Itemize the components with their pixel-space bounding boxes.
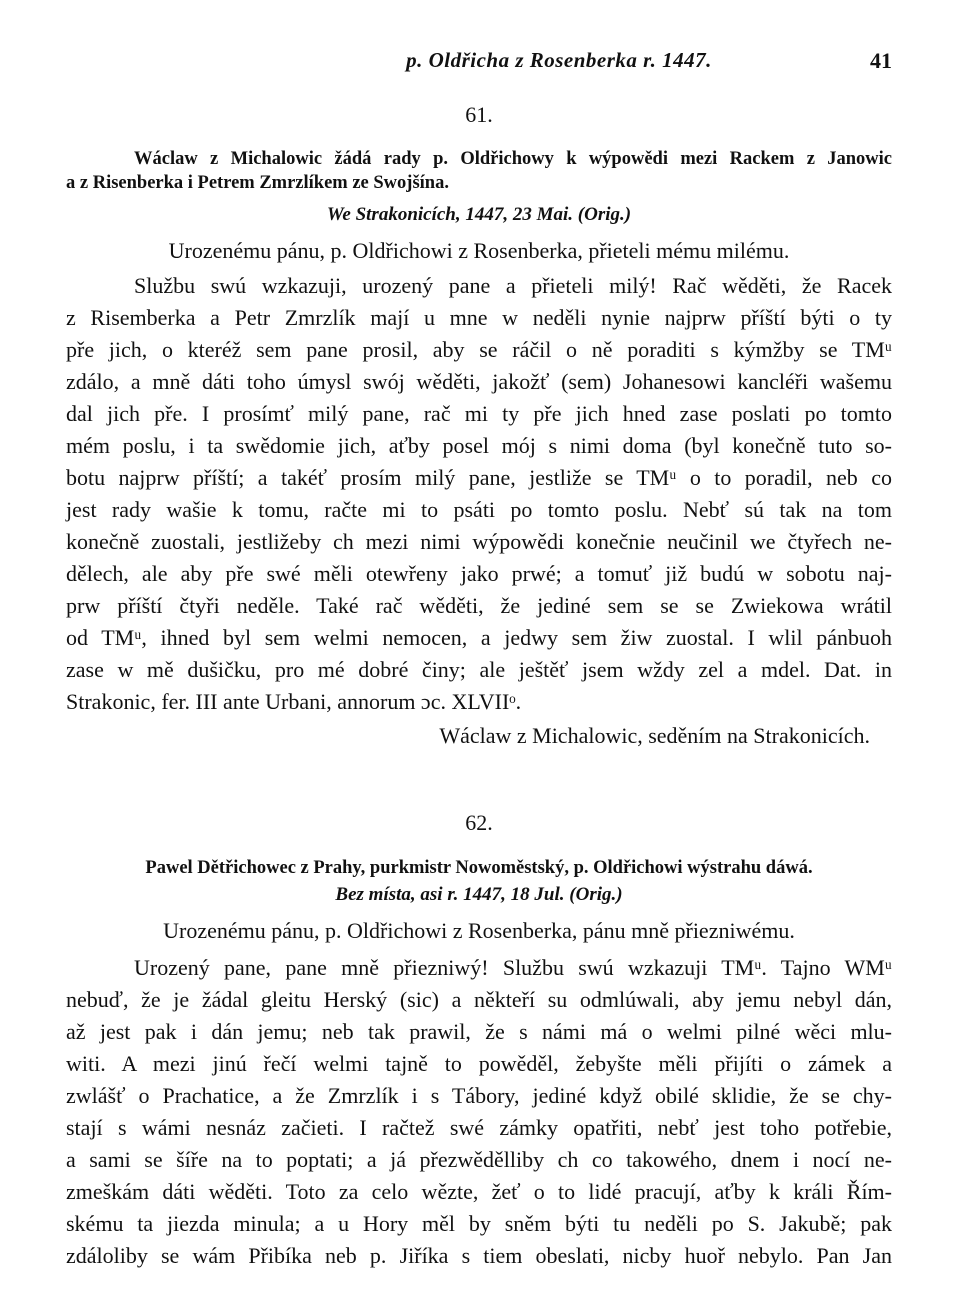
letter-signature: Wáclaw z Michalowic, seděním na Strakonicích. bbox=[439, 723, 870, 748]
summary-line: Wáclaw z Michalowic žádá rady p. Oldřichowy k wýpowědi mezi Rackem z Janowic bbox=[134, 149, 892, 169]
address-line: Urozenému pánu, p. Oldřichowi z Rosenberka, přieteli mému milému. bbox=[168, 238, 790, 263]
body-line: prw příští čtyři neděle. Také rač wěděti, že jediné sem se se Zwiekowa wrátil bbox=[66, 593, 892, 618]
body-line: zase w mě dušičku, pro mé dobré činy; ale ještěť jsem wždy zel a mdel. Dat. in bbox=[66, 657, 892, 682]
body-line: zwlášť o Prachatice, a že Zmrzlík i s Tábory, jediné když obilé sklidie, že se chy- bbox=[66, 1083, 892, 1108]
body-line: witi. A mezi jinú řečí welmi tajně to powěděl, žebyšte měli přijíti o zámek a bbox=[66, 1051, 892, 1076]
body-line: zdálo, a mně dáti toho úmysl swój wěděti, jakožť (sem) Johanesowi kancléři wašemu bbox=[66, 369, 892, 394]
dateline: We Strakonicích, 1447, 23 Mai. (Orig.) bbox=[326, 204, 632, 225]
body-line: stají s wámi nesnáz začieti. I račtež swé zámky opatřiti, nebť jest toho potřebie, bbox=[66, 1115, 892, 1140]
body-line: a sami se šíře na to poptati; a já přezwědělliby ch co takowého, dnem i nocí ne- bbox=[66, 1147, 892, 1172]
document-summary bbox=[66, 147, 892, 195]
dateline: Bez místa, asi r. 1447, 18 Jul. (Orig.) bbox=[335, 884, 623, 905]
body-line: botu najprw příští; a takéť prosím milý pane, jestliže se TMᵘ o to poradil, neb co bbox=[66, 465, 892, 490]
body-line: z Risemberka a Petr Zmrzlík mají u mne w neděli nynie najprw příští býti o ty bbox=[66, 305, 892, 330]
body-line: Službu swú wzkazuji, urozený pane a přieteli milý! Rač wěděti, že Racek bbox=[134, 273, 892, 298]
body-line: dělech, ale aby pře swé měli otewřeny jako prwé; a tomuť již budú w sobotu naj- bbox=[66, 561, 892, 586]
body-line: skému ta jiezda minula; a u Hory měl by sněm býti tu neděli po S. Jakubě; pak bbox=[66, 1211, 892, 1236]
running-head: p. Oldřicha z Rosenberka r. 1447. bbox=[406, 48, 712, 72]
body-line: nebuď, že je žádal gleitu Herský (sic) a někteří su odmlúwali, aby jemu nebyl dán, bbox=[66, 987, 892, 1012]
document-number: 62. bbox=[465, 810, 493, 835]
body-line: pře jich, o kteréž sem pane prosil, aby se ráčil o ně poraditi s kýmžby se TMᵘ bbox=[66, 337, 892, 362]
body-line: až jest pak i dán jemu; neb tak prawil, že s námi má o welmi pilné wěci mlu- bbox=[66, 1019, 892, 1044]
page bbox=[66, 0, 892, 1289]
body-line: konečně zuostali, jestližeby ch mezi nimi wýpowědi konečnie neučinil we čtyřech ne- bbox=[66, 529, 892, 554]
summary-line: a z Risenberka i Petrem Zmrzlíkem ze Swojšína. bbox=[66, 173, 449, 193]
document-summary: Pawel Dětřichowec z Prahy, purkmistr Nowoměstský, p. Oldřichowi wýstrahu dáwá. bbox=[145, 858, 813, 878]
body-line: zdáloliby se wám Přibíka neb p. Jiříka s tiem obeslati, nicby huoř nebylo. Pan Jan bbox=[66, 1243, 892, 1268]
body-line: Urozený pane, pane mně přiezniwý! Službu swú wzkazuji TMᵘ. Tajno WMᵘ bbox=[134, 955, 892, 980]
page-header bbox=[66, 48, 892, 78]
body-line: mém poslu, i ta swědomie jich, aťby posel mój s nimi doma (byl konečně tuto so- bbox=[66, 433, 892, 458]
body-line: dal jich pře. I prosímť milý pane, rač mi ty pře jich hned zase poslati po tomto bbox=[66, 401, 892, 426]
body-line: jest rady wašie k tomu, račte mi to psáti po tomto poslu. Nebť sú tak na tom bbox=[66, 497, 892, 522]
body-line: Strakonic, fer. III ante Urbani, annorum ɔc. XLVIIᵒ. bbox=[66, 689, 522, 714]
document-number: 61. bbox=[465, 102, 493, 127]
body-line: od TMᵘ, ihned byl sem welmi nemocen, a jedwy sem žiw zuostal. I wlil pánbuoh bbox=[66, 625, 892, 650]
page-number: 41 bbox=[870, 48, 892, 73]
body-line: zmeškám dáti wěděti. Toto za celo wězte, žeť o to lidé pracují, aťby k králi Řím- bbox=[66, 1179, 892, 1204]
address-line: Urozenému pánu, p. Oldřichowi z Rosenberka, pánu mně přiezniwému. bbox=[163, 918, 795, 943]
